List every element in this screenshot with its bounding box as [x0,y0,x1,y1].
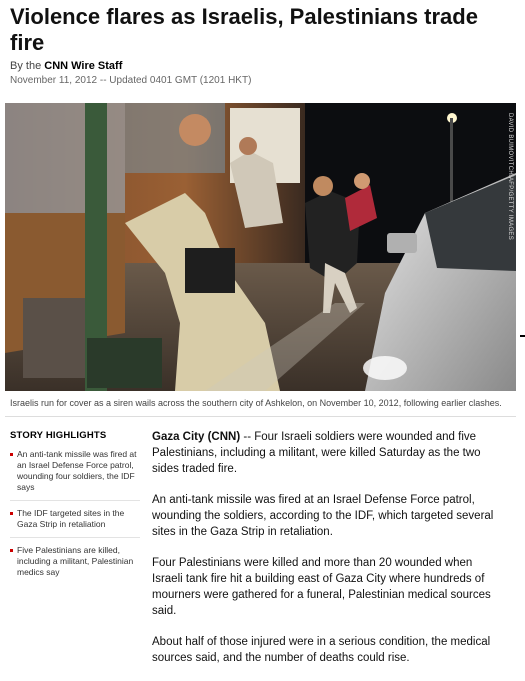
byline-author-link[interactable]: CNN Wire Staff [44,60,123,72]
byline-prefix: By the [10,60,42,72]
body-paragraph [152,429,500,477]
caption-divider [5,416,516,417]
photo-credit: DAVID BUIMOVITCH/AFP/GETTY IMAGES [507,113,513,241]
body-paragraph: Four Palestinians were killed and more than 20 wounded when Israeli tank fire hit a building east of Gaza City where hundreds of mourners were gathered for a funeral, Palestinian medical sources said. [152,557,491,617]
story-highlights-title: STORY HIGHLIGHTS [10,430,107,441]
body-paragraph-text: -- Four Israeli soldiers were wounded and five Palestinians, including a militant, were killed Saturday as the two sides traded fire. [152,431,481,475]
body-paragraph: About half of those injured were in a serious condition, the medical sources said, and the number of deaths could rise. [152,636,491,664]
highlight-item: Five Palestinians are killed, including a militant, Palestinian medics say [10,545,140,578]
page-edge-marker [520,335,525,337]
byline [10,60,122,72]
highlight-divider [10,500,140,501]
highlight-divider [10,537,140,538]
article-headline: Violence flares as Israelis, Palestinians trade fire [10,4,478,55]
story-highlights [10,430,140,585]
body-paragraph: An anti-tank missile was fired at an Israel Defense Force patrol, wounding the soldiers, according to the IDF, which targeted several sites in the Gaza Strip in retaliation. [152,494,494,538]
photo-scene [5,103,516,391]
highlight-item: An anti-tank missile was fired at an Israel Defense Force patrol, wounding four soldiers, the IDF says [10,449,140,493]
article-photo [5,103,516,391]
photo-caption: Israelis run for cover as a siren wails across the southern city of Ashkelon, on November 10, 2012, following earlier clashes. [10,398,502,408]
highlight-item: The IDF targeted sites in the Gaza Strip in retaliation [10,508,140,530]
article-body [152,429,500,681]
lead-dateline: Gaza City (CNN) [152,431,241,443]
dateline: November 11, 2012 -- Updated 0401 GMT (1201 HKT) [10,75,252,86]
